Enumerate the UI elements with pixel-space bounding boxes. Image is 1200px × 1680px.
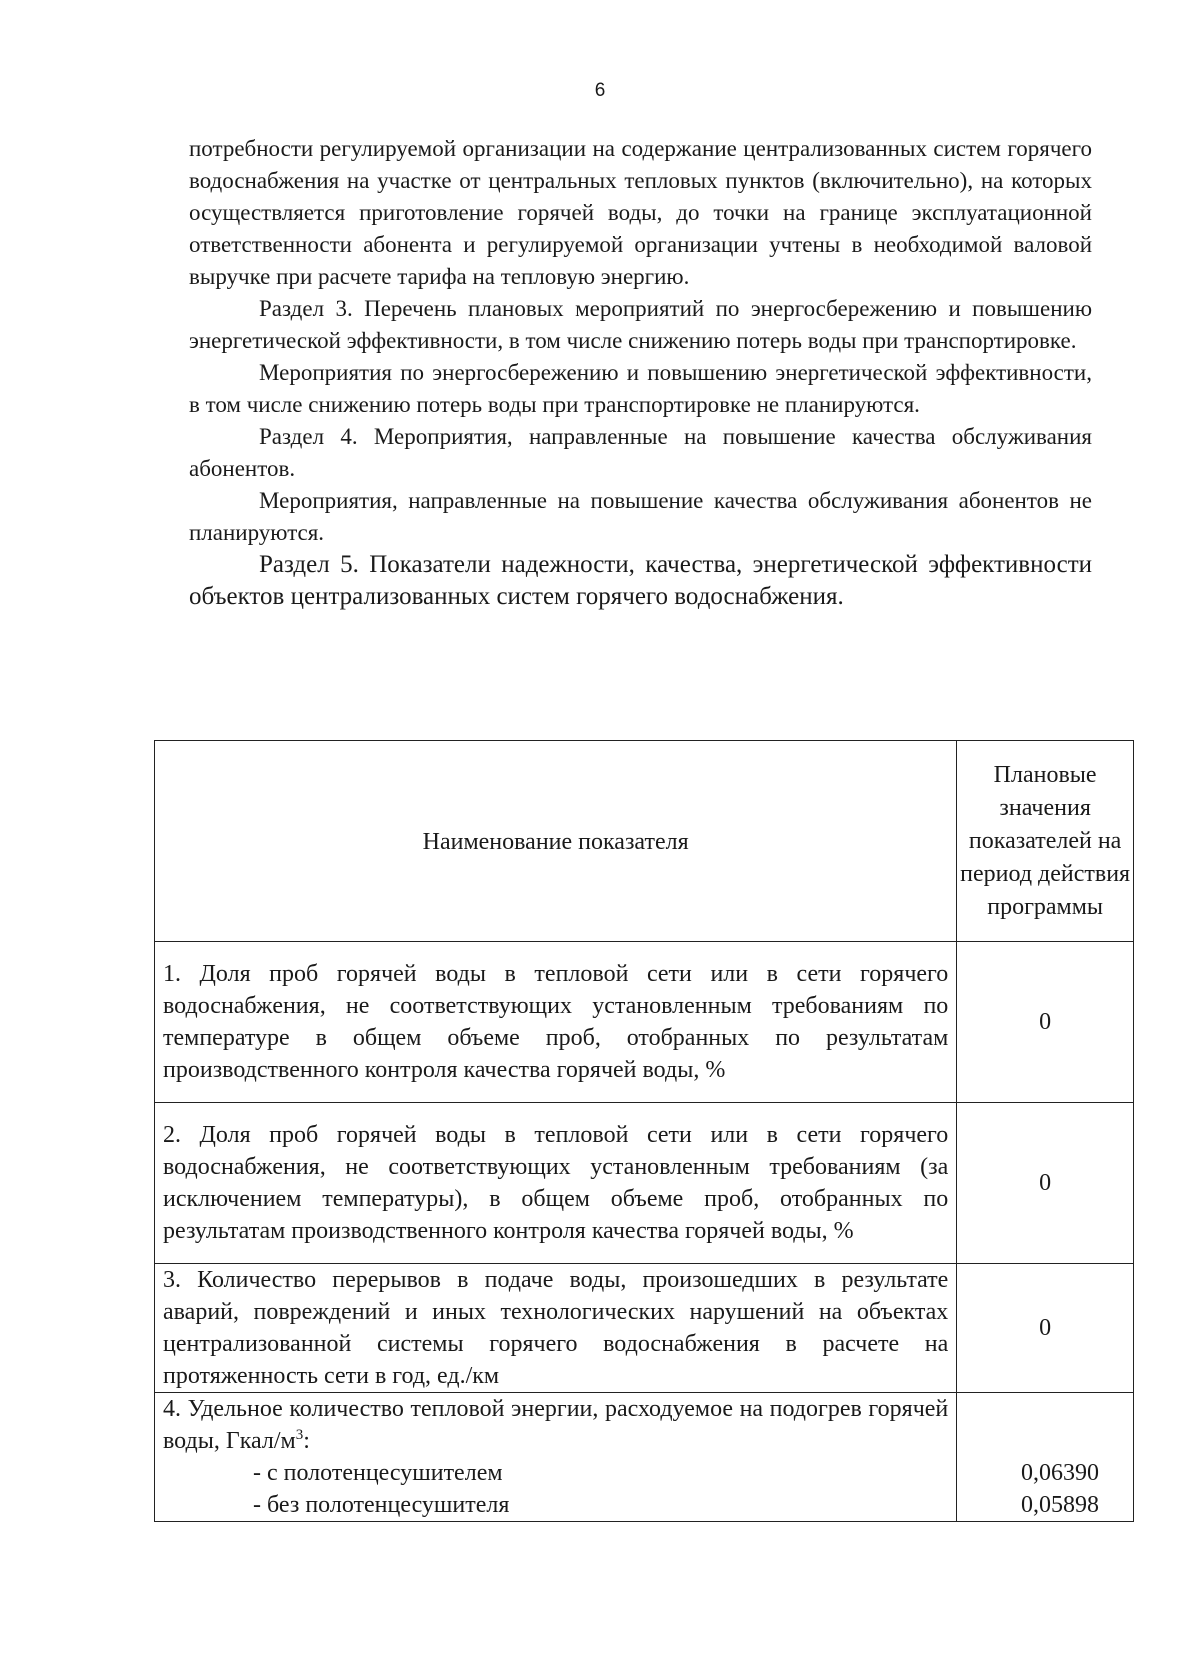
table-row [155,1264,1134,1393]
indicator-name [155,1393,957,1522]
indicator-value: 0 [957,1103,1134,1264]
indicator-name: 1. Доля проб горячей воды в тепловой сети или в сети горячего водоснабжения, не соответствующих установленным требованиям по температуре в общем объеме проб, отобранных по результатам производственного контроля качества горячей воды, % [155,942,957,1103]
section-4-text: Мероприятия, направленные на повышение качества обслуживания абонентов не планируются. [189,488,1092,545]
sub-item-value: 0,06390 [1021,1460,1099,1486]
indicator-value: 0 [957,1264,1134,1393]
table-header-row [155,741,1134,942]
header-planned-values: Плановые значения показателей на период действия программы [957,741,1134,942]
indicator-value [957,1393,1134,1522]
indicator-4-title: 4. Удельное количество тепловой энергии, расходуемое на подогрев горячей воды, Гкал/$м^3$: [163,1396,949,1454]
table-row [155,942,1134,1103]
paragraph-continuation: потребности регулируемой организации на содержание централизованных систем горячего водоснабжения на участке от центральных тепловых пунктов (включительно), на которых осуществляется приготовление горячей воды, до точки на границе эксплуатационной ответственности абонента и регулируемой организации учтены в необходимой валовой выручке при расчете тарифа на тепловую энергию. [189,136,1092,289]
table-row [155,1393,1134,1522]
indicator-name: 2. Доля проб горячей воды в тепловой сети или в сети горячего водоснабжения, не соответствующих установленным требованиям (за исключением температуры), в общем объеме проб, отобранных по результатам производственного контроля качества горячей воды, % [155,1103,957,1264]
sub-item-label: - без полотенцесушителя [253,1492,510,1518]
page-number: 6 [594,80,606,101]
table-row [155,1103,1134,1264]
section-4-heading: Раздел 4. Мероприятия, направленные на повышение качества обслуживания абонентов. [189,424,1092,481]
section-5-heading: Раздел 5. Показатели надежности, качества, энергетической эффективности объектов централизованных систем горячего водоснабжения. [189,551,1092,610]
indicator-name: 3. Количество перерывов в подаче воды, произошедших в результате аварий, повреждений и иных технологических нарушений на объектах централизованной системы горячего водоснабжения в расчете на протяженность сети в год, ед./км [155,1264,957,1393]
section-3-heading: Раздел 3. Перечень плановых мероприятий по энергосбережению и повышению энергетической эффективности, в том числе снижению потерь воды при транспортировке. [189,296,1092,353]
indicator-value: 0 [957,942,1134,1103]
sub-item-label: - с полотенцесушителем [253,1460,503,1486]
sub-item-value: 0,05898 [1021,1492,1099,1518]
document-body [189,133,1092,613]
header-indicator-name: Наименование показателя [155,741,957,942]
indicators-table [154,740,1134,1522]
section-3-text: Мероприятия по энергосбережению и повышению энергетической эффективности, в том числе снижению потерь воды при транспортировке не планируются. [189,360,1092,417]
unit-superscript: 3 [295,1427,304,1443]
